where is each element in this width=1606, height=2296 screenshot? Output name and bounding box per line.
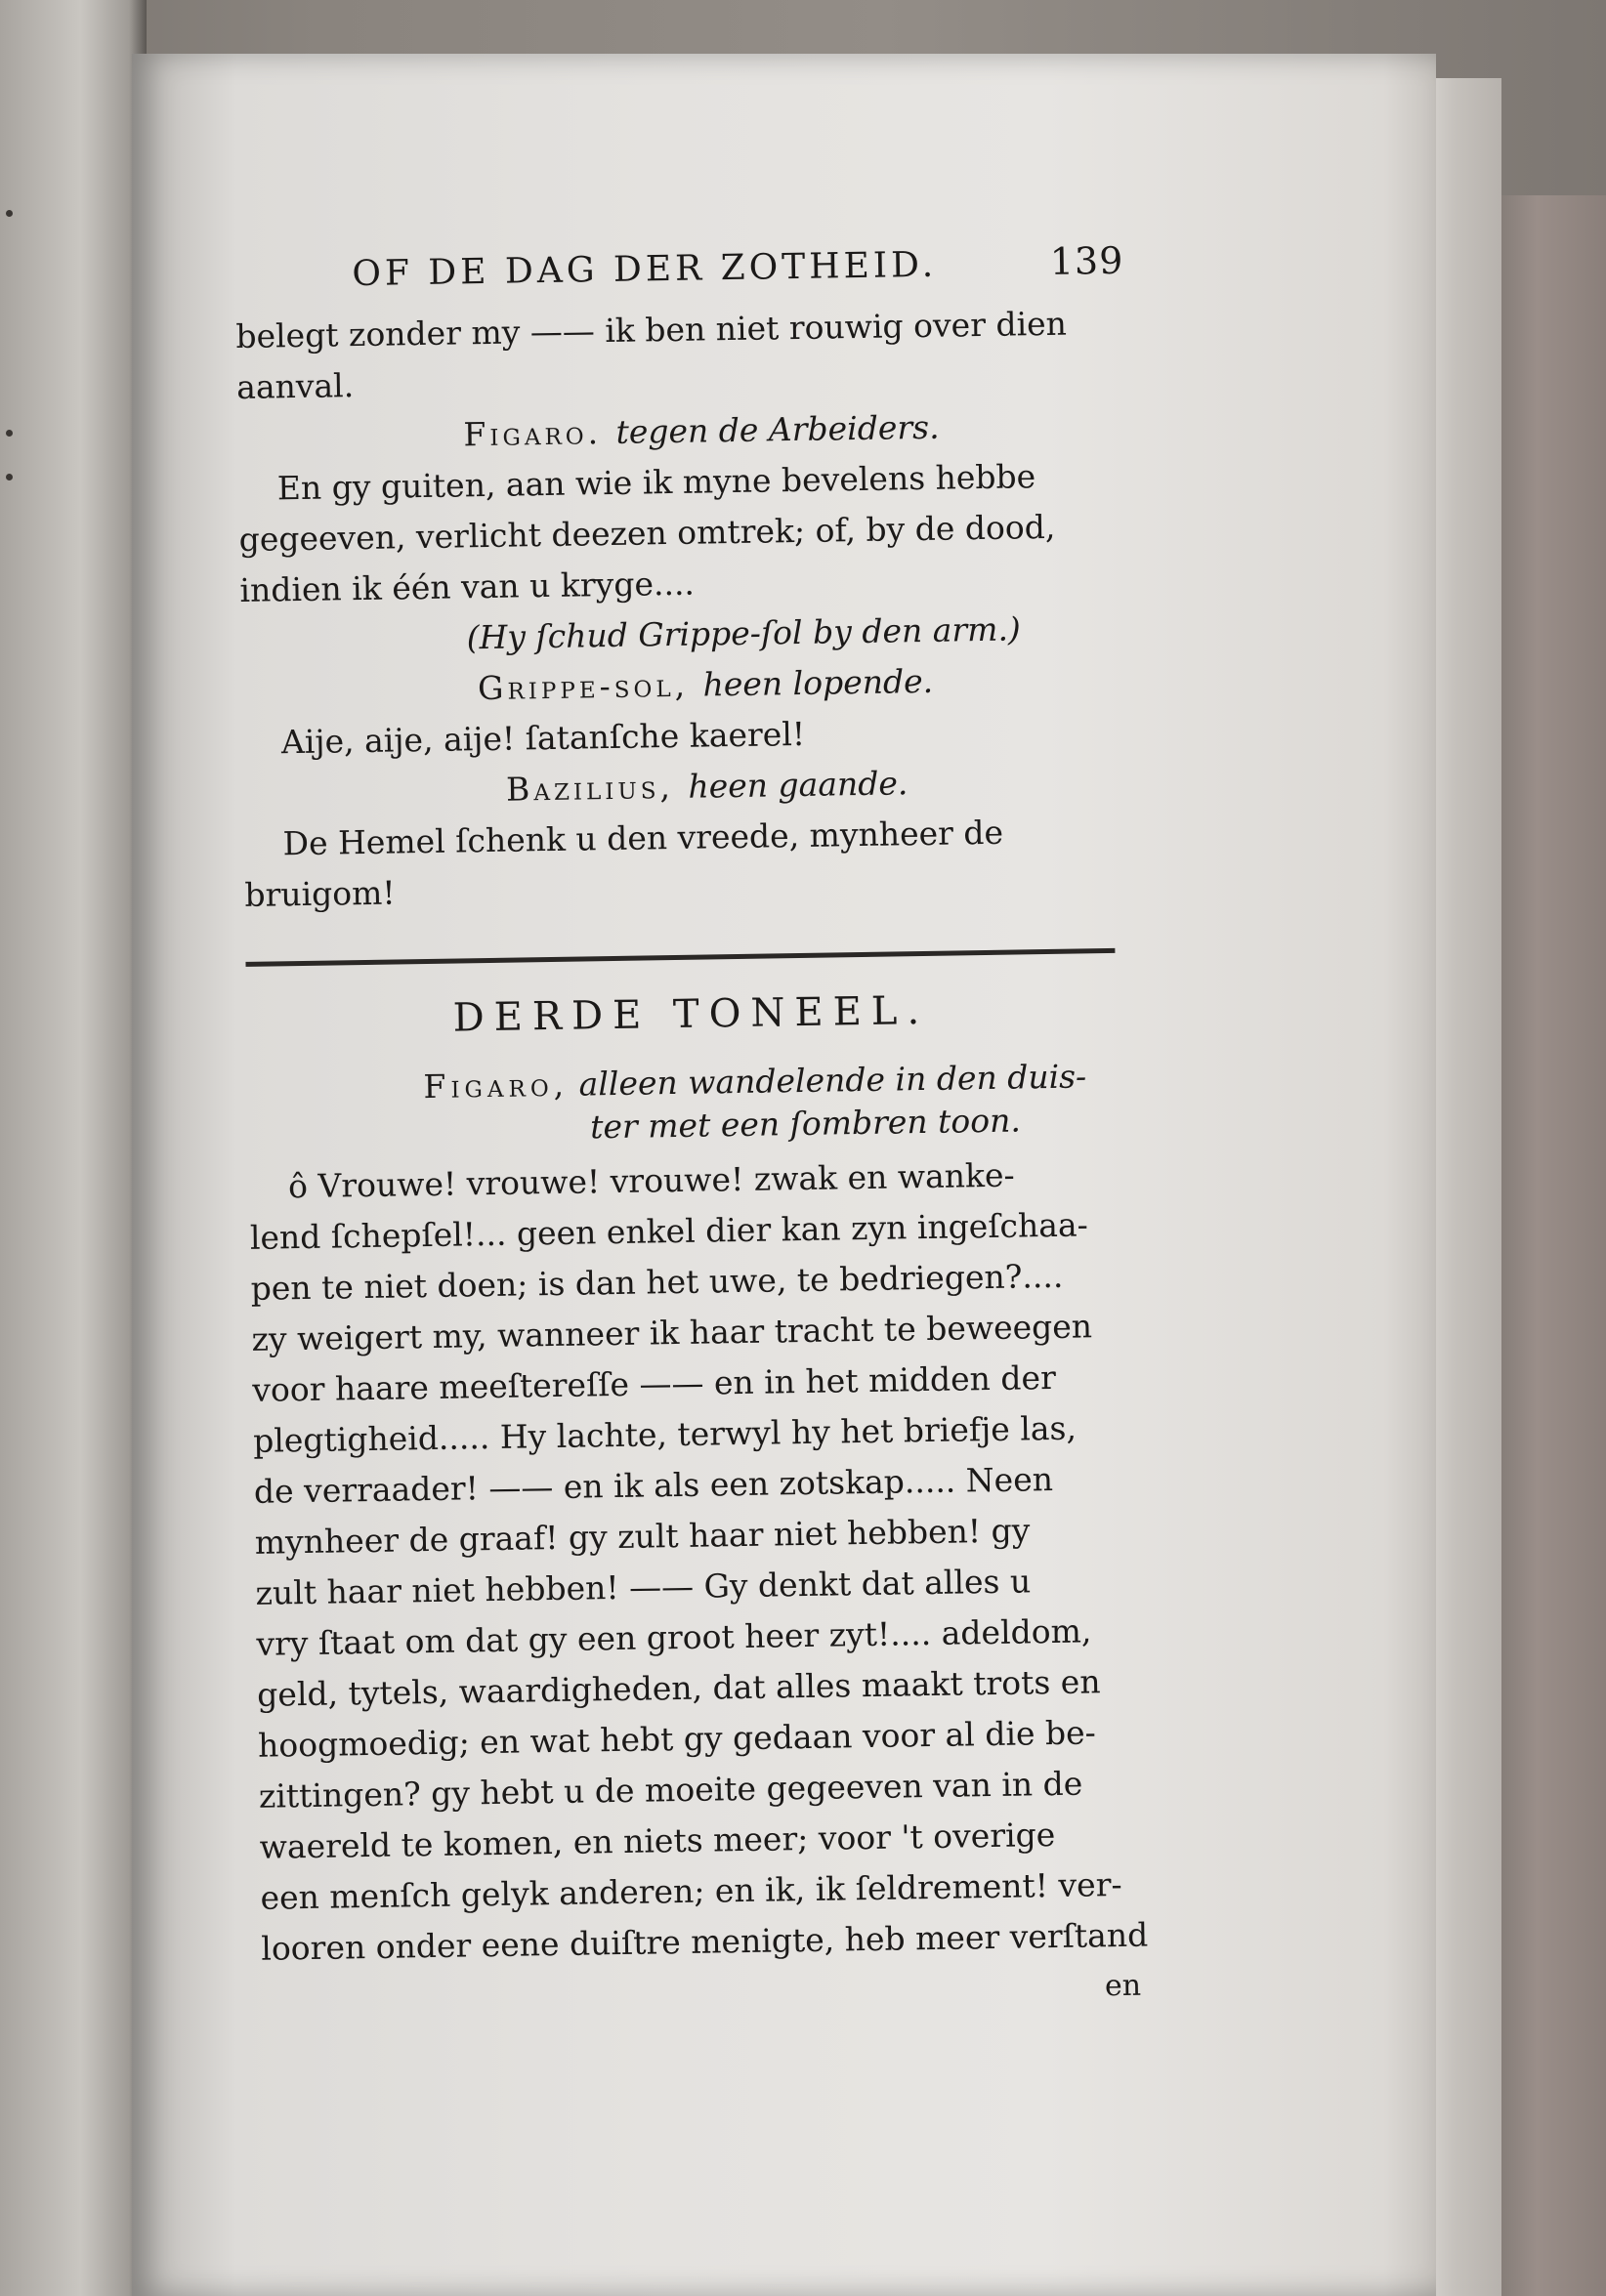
text-line: indien ik één van u kryge....: [239, 564, 696, 609]
text-line: En gy guiten, aan wie ik myne bevelens hebbe: [276, 457, 1036, 508]
text-line: looren onder eene duiſtre menigte, heb meer verſtand: [261, 1915, 1149, 1968]
speaker-name: Bazilius,: [505, 768, 675, 809]
text-line: een menſch gelyk anderen; en ik, ik ſeldrement! ver-: [260, 1864, 1122, 1917]
text-line: De Hemel ſchenk u den vreede, mynheer de: [282, 813, 1004, 863]
speaker-heading: [247, 1055, 1137, 1154]
text-line: geld, tytels, waardigheden, dat alles maakt trots en: [256, 1662, 1101, 1714]
stage-direction: (Hy ſchud Grippe-ſol by den arm.): [466, 609, 1022, 657]
speaker-direction-continued: ter met een ſombren toon.: [589, 1101, 1022, 1147]
text-line: belegt zonder my —— ik ben niet rouwig over dien: [235, 304, 1068, 355]
monologue-text: [249, 1148, 1151, 1975]
text-line: vry ſtaat om dat gy een groot heer zyt!.... adeldom,: [256, 1611, 1092, 1663]
scene-divider-rule: [245, 948, 1115, 967]
speaker-name: Grippe-sol,: [477, 665, 690, 708]
text-line: zy weigert my, wanneer ik haar tracht te beweegen: [251, 1307, 1093, 1358]
scene-title: DERDE TONEEL.: [452, 987, 930, 1041]
text-line: zult haar niet hebben! —— Gy denkt dat alles u: [255, 1562, 1032, 1612]
text-line: ô Vrouwe! vrouwe! vrouwe! zwak en wanke-: [287, 1155, 1015, 1206]
running-title: OF DE DAG DER ZOTHEID.: [352, 244, 938, 295]
speech-text: [237, 450, 1128, 616]
text-line: zittingen? gy hebt u de moeite gegeeven van in de: [258, 1764, 1083, 1816]
text-line: gegeeven, verlicht deezen omtrek; of, by de dood,: [238, 507, 1056, 559]
speaker-direction: alleen wandelende in den duis-: [578, 1057, 1087, 1104]
book-cover-edge: [1500, 195, 1606, 2296]
speaker-direction: tegen de Arbeiders.: [615, 407, 940, 451]
text-line: lend ſchepſel!... geen enkel dier kan zyn ingeſchaa-: [249, 1205, 1089, 1257]
catchword: en: [1104, 1968, 1142, 2004]
opening-speech: [235, 298, 1126, 413]
speech-text: [243, 806, 1134, 921]
text-line: mynheer de graaf! gy zult haar niet hebben! gy: [254, 1511, 1031, 1562]
page-number: 139: [1049, 238, 1124, 283]
text-line: hoogmoedig; en wat hebt gy gedaan voor al die be-: [257, 1713, 1097, 1765]
speaker-direction: heen lopende.: [702, 661, 934, 704]
speaker-name: Figaro,: [423, 1065, 570, 1106]
speaker-name: Figaro.: [463, 413, 603, 454]
page-text: [234, 235, 1151, 2025]
text-line: plegtigheid..... Hy lachte, terwyl hy het briefje las,: [252, 1408, 1078, 1460]
text-line: bruigom!: [244, 873, 396, 914]
text-line: waereld te komen, en niets meer; voor 't overige: [259, 1816, 1056, 1866]
text-line: de verraader! —— en ik als een zotskap..... Neen: [253, 1459, 1054, 1511]
text-line: aanval.: [235, 366, 355, 406]
text-line: voor haare meeſtereſſe —— en in het midden der: [252, 1357, 1057, 1409]
text-line: Aije, aije, aije! ſatanſche kaerel!: [280, 714, 806, 762]
speaker-direction: heen gaande.: [688, 764, 909, 806]
facing-page-edge: [0, 0, 147, 2296]
text-line: pen te niet doen; is dan het uwe, te bedriegen?....: [250, 1256, 1064, 1308]
